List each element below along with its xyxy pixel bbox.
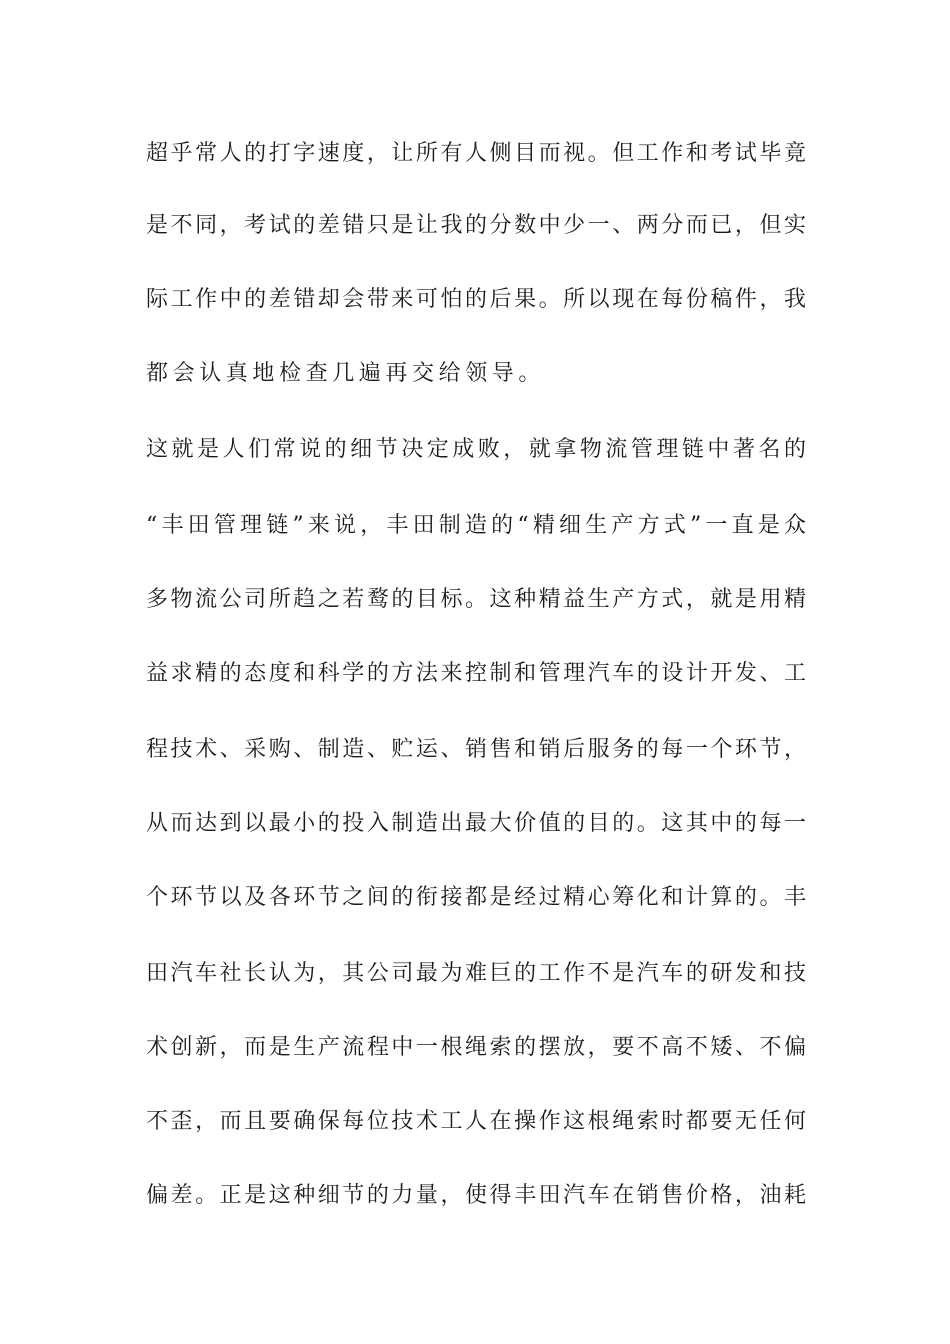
text-line: 从而达到以最小的投入制造出最大价值的目的。这其中的每一 bbox=[146, 811, 806, 836]
text-line: 程技术、采购、制造、贮运、销售和销后服务的每一个环节， bbox=[146, 737, 806, 762]
text-line: 偏差。正是这种细节的力量，使得丰田汽车在销售价格，油耗 bbox=[146, 1183, 806, 1208]
text-line: 是不同，考试的差错只是让我的分数中少一、两分而已，但实 bbox=[146, 213, 806, 238]
text-line: 超乎常人的打字速度，让所有人侧目而视。但工作和考试毕竟 bbox=[146, 141, 806, 166]
text-line: 个环节以及各环节之间的衔接都是经过精心筹化和计算的。丰 bbox=[146, 885, 806, 910]
text-line: 益求精的态度和科学的方法来控制和管理汽车的设计开发、工 bbox=[146, 661, 806, 686]
text-line: 这就是人们常说的细节决定成败，就拿物流管理链中著名的 bbox=[146, 437, 806, 462]
text-line: 都会认真地检查几遍再交给领导。 bbox=[146, 361, 546, 386]
text-line: 际工作中的差错却会带来可怕的后果。所以现在每份稿件，我 bbox=[146, 287, 806, 312]
text-line: “丰田管理链”来说，丰田制造的“精细生产方式”一直是众 bbox=[146, 513, 806, 538]
text-line: 术创新，而是生产流程中一根绳索的摆放，要不高不矮、不偏 bbox=[146, 1035, 806, 1060]
text-line: 多物流公司所趋之若鹜的目标。这种精益生产方式，就是用精 bbox=[146, 587, 806, 612]
text-line: 田汽车社长认为，其公司最为难巨的工作不是汽车的研发和技 bbox=[146, 961, 806, 986]
text-line: 不歪，而且要确保每位技术工人在操作这根绳索时都要无任何 bbox=[146, 1109, 806, 1134]
